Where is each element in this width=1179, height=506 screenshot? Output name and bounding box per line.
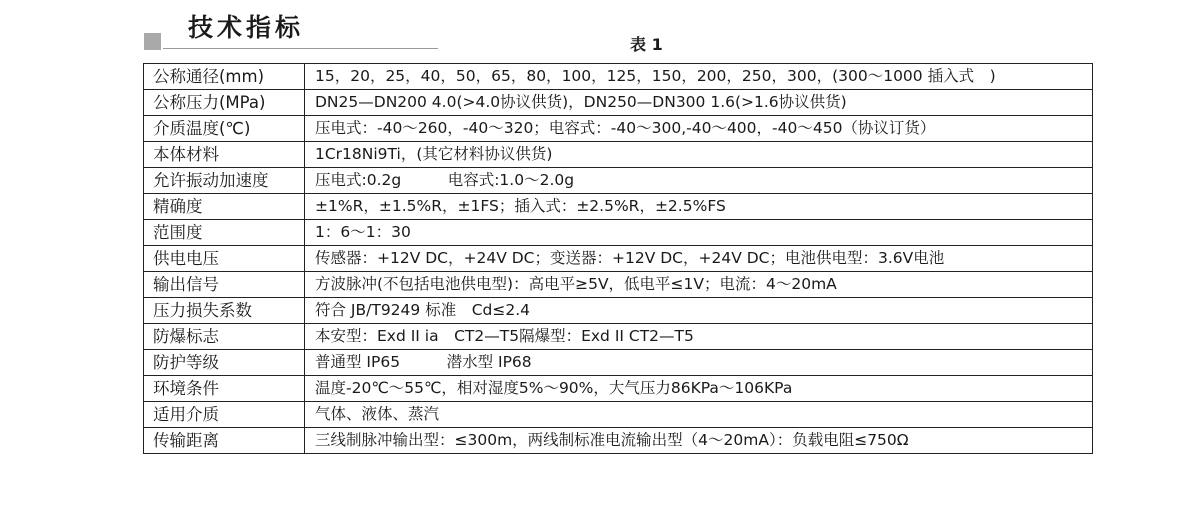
table-row <box>144 324 1093 350</box>
row-label: 压力损失系数 <box>144 298 305 324</box>
row-value: 普通型 IP65 潜水型 IP68 <box>305 350 1093 376</box>
table-row <box>144 194 1093 220</box>
row-label: 供电电压 <box>144 246 305 272</box>
row-value: 1Cr18Ni9Ti，(其它材料协议供货) <box>305 142 1093 168</box>
table-row <box>144 272 1093 298</box>
row-value: 符合 JB/T9249 标准 Cd≤2.4 <box>305 298 1093 324</box>
table-row <box>144 376 1093 402</box>
table-row <box>144 168 1093 194</box>
spec-table-body <box>144 64 1093 454</box>
row-value: 气体、液体、蒸汽 <box>305 402 1093 428</box>
row-label: 防护等级 <box>144 350 305 376</box>
row-label: 公称压力(MPa) <box>144 90 305 116</box>
table-row <box>144 350 1093 376</box>
row-value: 压电式:0.2g 电容式:1.0～2.0g <box>305 168 1093 194</box>
row-value: 温度-20℃～55℃，相对湿度5%～90%，大气压力86KPa～106KPa <box>305 376 1093 402</box>
table-row <box>144 64 1093 90</box>
row-value: 15，20，25，40，50，65，80，100，125，150，200，250，300，(300～1000 插入式 ) <box>305 64 1093 90</box>
table-row <box>144 428 1093 454</box>
row-label: 环境条件 <box>144 376 305 402</box>
row-label: 传输距离 <box>144 428 305 454</box>
spec-table <box>143 63 1093 454</box>
heading-underline <box>163 48 438 49</box>
table-row <box>144 298 1093 324</box>
row-value: 1：6～1：30 <box>305 220 1093 246</box>
row-value: 本安型：Exd II ia CT2—T5隔爆型：Exd II CT2—T5 <box>305 324 1093 350</box>
row-value: 传感器：+12V DC，+24V DC；变送器：+12V DC，+24V DC；电池供电型：3.6V电池 <box>305 246 1093 272</box>
row-label: 范围度 <box>144 220 305 246</box>
table-row <box>144 116 1093 142</box>
row-value: ±1%R，±1.5%R，±1FS；插入式：±2.5%R，±2.5%FS <box>305 194 1093 220</box>
table-row <box>144 402 1093 428</box>
row-label: 防爆标志 <box>144 324 305 350</box>
row-label: 输出信号 <box>144 272 305 298</box>
table-row <box>144 246 1093 272</box>
row-label: 本体材料 <box>144 142 305 168</box>
row-value: 压电式：-40～260，-40～320；电容式：-40～300,-40～400，-40～450（协议订货） <box>305 116 1093 142</box>
table-row <box>144 142 1093 168</box>
row-value: 方波脉冲(不包括电池供电型)：高电平≥5V，低电平≤1V；电流：4～20mA <box>305 272 1093 298</box>
section-title: 技术指标 <box>188 13 305 42</box>
heading-square-marker <box>144 33 161 50</box>
row-value: 三线制脉冲输出型：≤300m，两线制标准电流输出型（4～20mA）：负载电阻≤750Ω <box>305 428 1093 454</box>
row-label: 精确度 <box>144 194 305 220</box>
table-row <box>144 220 1093 246</box>
row-label: 公称通径(mm) <box>144 64 305 90</box>
row-label: 介质温度(℃) <box>144 116 305 142</box>
row-label: 适用介质 <box>144 402 305 428</box>
section-heading <box>144 10 438 50</box>
table-caption: 表 1 <box>630 35 663 54</box>
table-row <box>144 90 1093 116</box>
row-value: DN25—DN200 4.0(>4.0协议供货)，DN250—DN300 1.6(>1.6协议供货) <box>305 90 1093 116</box>
row-label: 允许振动加速度 <box>144 168 305 194</box>
